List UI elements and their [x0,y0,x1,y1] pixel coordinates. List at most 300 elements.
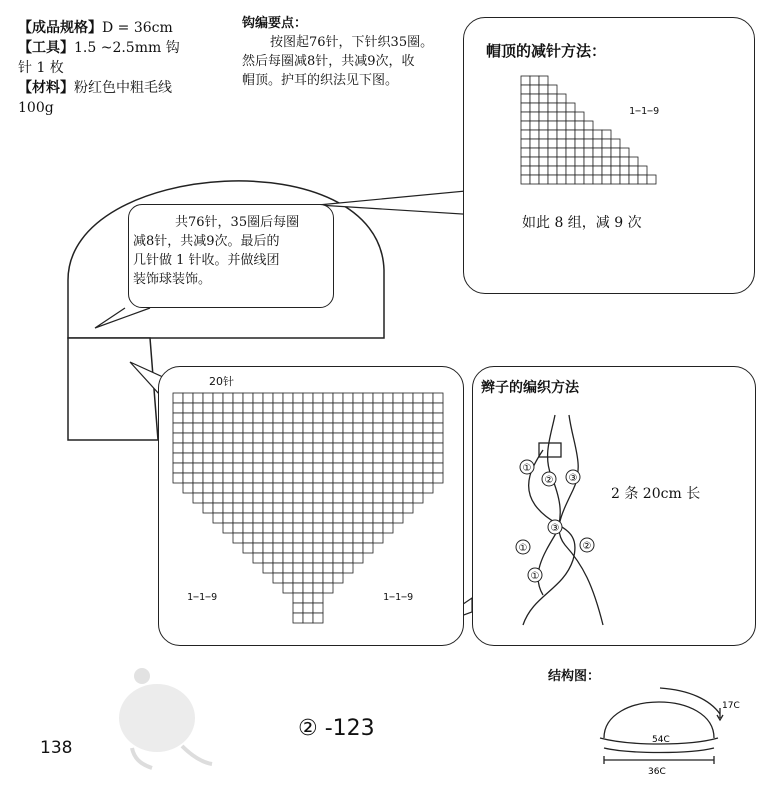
earflap-grid-cell [303,493,313,503]
earflap-grid-cell [263,533,273,543]
earflap-grid-cell [413,433,423,443]
earflap-grid-cell [393,443,403,453]
crown-grid-cell [557,139,566,148]
earflap-grid-cell [243,463,253,473]
earflap-grid-cell [333,393,343,403]
crown-decrease-rule: 1−1−9 [629,106,660,117]
earflap-grid-cell [203,483,213,493]
earflap-grid-cell [283,473,293,483]
earflap-grid-cell [323,543,333,553]
earflap-grid-cell [383,413,393,423]
crown-grid-cell [602,148,611,157]
crown-grid-cell [521,103,530,112]
earflap-grid-cell [303,423,313,433]
earflap-grid-cell [303,573,313,583]
crown-grid-cell [647,175,656,184]
earflap-grid-cell [193,413,203,423]
crown-grid-cell [566,130,575,139]
crown-grid-cell [557,94,566,103]
crown-grid-cell [593,175,602,184]
earflap-grid-cell [183,393,193,403]
earflap-grid-cell [363,453,373,463]
structure-brim-bottom [604,748,714,753]
earflap-grid-cell [203,413,213,423]
crown-grid-cell [575,166,584,175]
earflap-grid-cell [273,473,283,483]
earflap-grid-cell [293,533,303,543]
crown-grid-cell [530,148,539,157]
earflap-grid-cell [253,403,263,413]
earflap-grid-cell [193,493,203,503]
earflap-grid-cell [313,583,323,593]
earflap-grid-cell [303,523,313,533]
earflap-grid-cell [233,423,243,433]
spec-size: 【成品规格】D = 36cm [18,20,173,36]
earflap-grid-cell [333,563,343,573]
earflap-grid-cell [383,513,393,523]
earflap-grid-cell [293,613,303,623]
earflap-grid-cell [293,573,303,583]
crown-grid-cell [575,121,584,130]
earflap-grid-cell [233,483,243,493]
earflap-grid-cell [293,563,303,573]
earflap-grid-cell [323,493,333,503]
crown-grid-cell [611,166,620,175]
earflap-grid-cell [393,423,403,433]
earflap-grid-cell [333,513,343,523]
earflap-grid-cell [253,413,263,423]
crown-grid-cell [530,166,539,175]
earflap-grid-cell [333,473,343,483]
earflap-grid-cell [213,513,223,523]
earflap-grid-cell [243,413,253,423]
earflap-grid-cell [353,403,363,413]
earflap-grid-cell [363,483,373,493]
earflap-grid-cell [173,463,183,473]
earflap-grid-cell [433,423,443,433]
crown-grid-cell [548,139,557,148]
earflap-grid-cell [233,413,243,423]
earflap-grid-cell [423,413,433,423]
earflap-grid-cell [323,503,333,513]
crown-grid-cell [539,121,548,130]
earflap-grid-cell [393,403,403,413]
earflap-grid-cell [273,563,283,573]
earflap-grid-cell [313,463,323,473]
earflap-grid-cell [263,443,273,453]
earflap-grid-cell [373,413,383,423]
earflap-grid-cell [253,543,263,553]
earflap-grid-cell [263,553,273,563]
earflap-grid-cell [173,413,183,423]
crown-grid-cell [557,166,566,175]
earflap-grid-cell [343,553,353,563]
crown-grid-cell [557,157,566,166]
earflap-grid-cell [293,543,303,553]
earflap-grid-cell [313,563,323,573]
pattern-code: ② -123 [298,716,375,741]
earflap-grid-cell [243,433,253,443]
earflap-grid-cell [353,523,363,533]
earflap-grid-cell [393,503,403,513]
earflap-grid-cell [283,513,293,523]
earflap-grid-cell [383,523,393,533]
earflap-grid-cell [353,413,363,423]
earflap-grid-cell [263,423,273,433]
earflap-grid-cell [273,453,283,463]
crown-panel [463,17,755,294]
earflap-grid-cell [333,413,343,423]
earflap-grid-cell [313,593,323,603]
earflap-grid-cell [273,553,283,563]
earflap-grid-cell [313,543,323,553]
crown-grid-cell [566,166,575,175]
earflap-grid-cell [323,413,333,423]
earflap-grid-cell [413,473,423,483]
earflap-grid-cell [263,493,273,503]
earflap-grid-cell [433,433,443,443]
earflap-grid-cell [293,463,303,473]
crown-grid-cell [566,103,575,112]
earflap-grid-cell [193,403,203,413]
earflap-grid-cell [323,473,333,483]
earflap-grid-cell [203,443,213,453]
earflap-grid-cell [273,543,283,553]
crown-grid-cell [521,76,530,85]
earflap-grid-cell [263,403,273,413]
earflap-grid-cell [323,513,333,523]
earflap-grid-cell [403,443,413,453]
crown-grid-cell [566,139,575,148]
earflap-grid-cell [173,453,183,463]
earflap-grid-cell [253,553,263,563]
earflap-grid-cell [353,553,363,563]
earflap-grid-cell [323,423,333,433]
earflap-grid-cell [433,403,443,413]
crown-grid-cell [557,175,566,184]
earflap-grid-cell [343,393,353,403]
earflap-grid-cell [353,443,363,453]
earflap-grid-cell [373,473,383,483]
earflap-grid-cell [303,593,313,603]
earflap-grid-cell [323,393,333,403]
braid-marker-6: ③ [550,523,560,534]
structure-width-line [604,756,714,764]
crown-grid-cell [566,148,575,157]
crown-grid-cell [521,139,530,148]
earflap-grid-cell [393,483,403,493]
earflap-grid-cell [213,483,223,493]
earflap-grid-cell [323,453,333,463]
earflap-grid-cell [273,393,283,403]
earflap-grid-cell [223,503,233,513]
earflap-grid-cell [173,403,183,413]
earflap-grid-cell [333,463,343,473]
earflap-grid-cell [333,423,343,433]
earflap-grid-cell [223,523,233,533]
earflap-grid-cell [333,553,343,563]
earflap-grid-cell [253,463,263,473]
earflap-grid-cell [183,443,193,453]
earflap-grid-cell [233,473,243,483]
earflap-grid-cell [253,423,263,433]
crown-grid-cell [539,103,548,112]
earflap-grid-cell [313,473,323,483]
earflap-grid-cell [283,413,293,423]
earflap-grid-cell [313,513,323,523]
earflap-grid-cell [283,523,293,533]
key-points-title: 钩编要点： [242,16,308,31]
earflap-grid-cell [263,483,273,493]
earflap-grid-cell [313,533,323,543]
earflap-grid-cell [343,493,353,503]
earflap-grid-cell [383,403,393,413]
earflap-grid-cell [203,503,213,513]
earflap-grid-cell [273,413,283,423]
earflap-grid-cell [423,393,433,403]
earflap-grid-cell [313,393,323,403]
earflap-grid-cell [313,443,323,453]
earflap-grid-cell [373,453,383,463]
earflap-grid-cell [433,453,443,463]
earflap-grid-cell [293,553,303,563]
earflap-grid-cell [373,493,383,503]
crown-grid-cell [521,148,530,157]
hat-callout [128,204,334,308]
earflap-grid-cell [413,453,423,463]
earflap-grid-cell [253,453,263,463]
crown-grid-cell [566,121,575,130]
earflap-grid-cell [353,423,363,433]
earflap-grid-cell [233,443,243,453]
earflap-grid-cell [263,523,273,533]
earflap-grid-cell [323,463,333,473]
earflap-grid-cell [233,463,243,473]
earflap-rule-right: 1−1−9 [383,592,414,603]
braid-illustration [493,395,643,635]
earflap-grid-cell [413,493,423,503]
earflap-grid-cell [363,503,373,513]
earflap-grid-cell [263,503,273,513]
earflap-grid-cell [343,523,353,533]
earflap-grid-cell [223,393,233,403]
earflap-grid-cell [313,603,323,613]
crown-grid-cell [584,139,593,148]
earflap-grid-cell [433,413,443,423]
earflap-grid-cell [283,443,293,453]
structure-diagram [590,680,740,780]
earflap-grid-cell [373,463,383,473]
earflap-grid-cell [353,533,363,543]
crown-grid-cell [584,121,593,130]
structure-width-label: 36C [648,767,666,777]
crown-grid-cell [539,166,548,175]
earflap-grid-cell [213,433,223,443]
earflap-grid-cell [253,513,263,523]
earflap-grid-cell [343,513,353,523]
earflap-grid-cell [393,513,403,523]
earflap-grid-cell [243,543,253,553]
earflap-grid-cell [343,423,353,433]
earflap-grid-cell [283,453,293,463]
earflap-grid-cell [273,443,283,453]
earflap-grid-cell [213,503,223,513]
earflap-grid-cell [343,533,353,543]
earflap-grid-cell [343,403,353,413]
earflap-grid-cell [233,493,243,503]
earflap-grid-cell [333,533,343,543]
crown-grid-cell [530,157,539,166]
earflap-grid-cell [183,403,193,413]
crown-grid-cell [575,148,584,157]
earflap-grid-cell [353,513,363,523]
earflap-grid-cell [243,403,253,413]
earflap-grid-cell [343,503,353,513]
key-points-line-1: 按图起76针，下针织35圈。 [270,35,434,50]
earflap-grid-cell [393,463,403,473]
earflap-grid-cell [183,473,193,483]
earflap-grid-cell [373,483,383,493]
earflap-grid-cell [413,413,423,423]
earflap-grid-cell [373,423,383,433]
braid-marker-4: ① [518,543,528,554]
earflap-grid-cell [243,533,253,543]
crown-grid-cell [593,130,602,139]
earflap-grid-cell [373,523,383,533]
earflap-grid-cell [193,423,203,433]
crown-grid-cell [638,166,647,175]
earflap-grid-cell [403,413,413,423]
crown-grid-cell [557,130,566,139]
earflap-grid-cell [343,543,353,553]
crown-grid-cell [629,175,638,184]
braid-strand-2 [559,415,603,625]
earflap-grid-cell [223,513,233,523]
earflap-grid-cell [293,473,303,483]
earflap-grid-cell [173,433,183,443]
earflap-grid-cell [343,433,353,443]
crown-grid-cell [539,139,548,148]
crown-grid-cell [593,166,602,175]
page-number: 138 [40,738,73,758]
earflap-grid-cell [333,433,343,443]
earflap-grid-cell [333,503,343,513]
earflap-grid-cell [353,453,363,463]
crown-grid-cell [521,85,530,94]
earflap-grid-cell [373,403,383,413]
earflap-grid-cell [303,553,313,563]
earflap-grid-cell [173,423,183,433]
crown-grid-cell [548,130,557,139]
earflap-rule-left: 1−1−9 [187,592,218,603]
braid-marker-1: ① [522,463,532,474]
crown-grid-cell [611,139,620,148]
earflap-grid-cell [263,453,273,463]
earflap-grid-cell [433,463,443,473]
crown-grid-cell [530,94,539,103]
crown-grid-cell [584,157,593,166]
earflap-grid-cell [433,473,443,483]
crown-grid-cell [575,139,584,148]
earflap-grid-cell [313,453,323,463]
crown-grid-cell [521,121,530,130]
crown-grid-cell [530,85,539,94]
earflap-grid-cell [223,413,233,423]
crown-grid-cell [530,121,539,130]
crown-grid-cell [521,175,530,184]
crown-grid-cell [620,148,629,157]
earflap-grid-cell [233,533,243,543]
earflap-grid-cell [323,443,333,453]
earflap-grid-cell [243,443,253,453]
earflap-grid-cell [383,463,393,473]
earflap-grid-cell [363,393,373,403]
earflap-grid-cell [303,533,313,543]
spec-material: 【材料】粉红色中粗毛线 [18,80,172,96]
crown-grid-cell [530,139,539,148]
earflap-grid-cell [293,433,303,443]
crown-grid-cell [530,175,539,184]
earflap-grid-cell [363,443,373,453]
key-points-line-3: 帽顶。护耳的织法见下图。 [242,73,399,88]
crown-grid-cell [548,94,557,103]
braid-panel [472,366,756,646]
earflap-grid-cell [393,493,403,503]
hat-callout-line-1: 共76针，35圈后每圈 [175,215,300,230]
earflap-grid-cell [383,393,393,403]
earflap-grid-cell [213,463,223,473]
earflap-grid-cell [183,413,193,423]
earflap-grid-cell [323,573,333,583]
earflap-grid-cell [383,503,393,513]
earflap-stitch-label: 20针 [209,375,234,388]
crown-grid-cell [620,175,629,184]
crown-grid-cell [584,148,593,157]
earflap-grid-cell [193,483,203,493]
earflap-grid-cell [323,553,333,563]
earflap-grid-cell [173,473,183,483]
earflap-grid-cell [263,433,273,443]
earflap-grid-cell [283,583,293,593]
earflap-grid-cell [383,433,393,443]
earflap-grid-cell [423,443,433,453]
earflap-grid-cell [303,413,313,423]
earflap-grid-cell [233,403,243,413]
crown-grid-cell [638,175,647,184]
crown-grid-cell [530,130,539,139]
earflap-grid-cell [403,423,413,433]
earflap-grid-cell [313,503,323,513]
crown-decrease-chart [519,74,669,189]
earflap-grid-cell [303,453,313,463]
earflap-grid-cell [293,443,303,453]
crown-grid-cell [548,103,557,112]
earflap-grid-cell [403,453,413,463]
earflap-grid-cell [303,603,313,613]
earflap-grid-cell [233,523,243,533]
earflap-grid-cell [263,463,273,473]
earflap-grid-cell [273,523,283,533]
crown-grid-cell [611,175,620,184]
earflap-grid-cell [273,573,283,583]
crown-grid-cell [575,130,584,139]
crown-grid-cell [539,157,548,166]
earflap-grid-cell [213,393,223,403]
structure-title: 结构图： [548,669,601,684]
earflap-grid-cell [293,583,303,593]
earflap-grid-cell [293,423,303,433]
earflap-grid-cell [353,483,363,493]
